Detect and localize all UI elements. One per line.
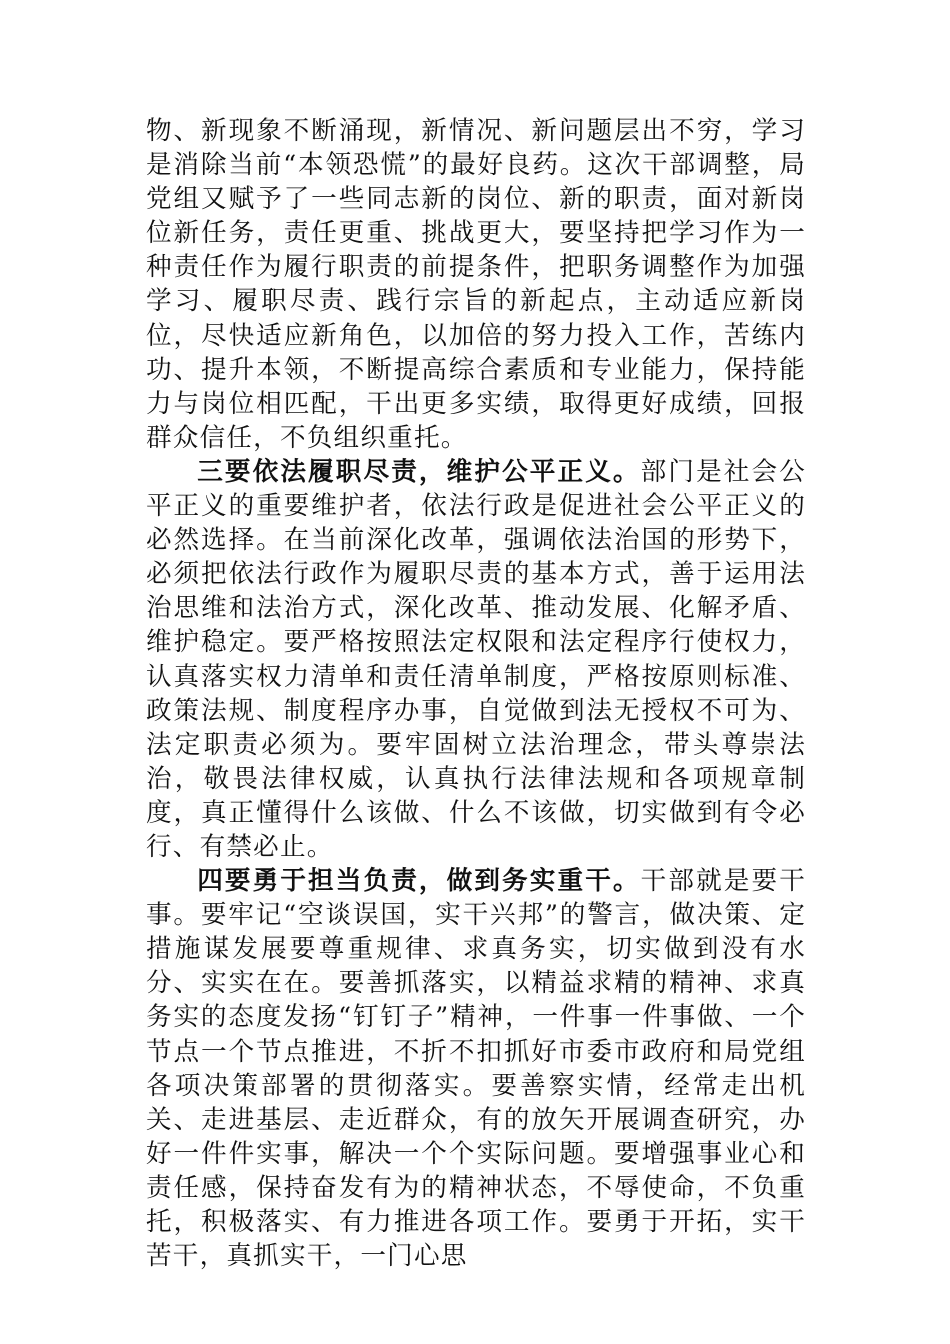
paragraph-1 bbox=[146, 114, 806, 455]
document-page bbox=[146, 114, 806, 1273]
paragraph-2 bbox=[146, 455, 806, 864]
paragraph-2-text: 部门是社会公平正义的重要维护者，依法行政是促进社会公平正义的必然选择。在当前深化改革，强调依法治国的形势下，必须把依法行政作为履职尽责的基本方式，善于运用法治思维和法治方式，深化改革、推动发展、化解矛盾、维护稳定。要严格按照法定权限和法定程序行使权力，认真落实权力清单和责任清单制度，严格按原则标准、政策法规、制度程序办事，自觉做到法无授权不可为、法定职责必须为。要牢固树立法治理念，带头尊崇法治，敬畏法律权威，认真执行法律法规和各项规章制度，真正懂得什么该做、什么不该做，切实做到有令必行、有禁必止。 bbox=[146, 456, 807, 862]
paragraph-1-text: 物、新现象不断涌现，新情况、新问题层出不穷，学习是消除当前“本领恐慌”的最好良药。这次干部调整，局党组又赋予了一些同志新的岗位、新的职责，面对新岗位新任务，责任更重、挑战更大，要坚持把学习作为一种责任作为履行职责的前提条件，把职务调整作为加强学习、履职尽责、践行宗旨的新起点，主动适应新岗位，尽快适应新角色，以加倍的努力投入工作，苦练内功、提升本领，不断提高综合素质和专业能力，保持能力与岗位相匹配，干出更多实绩，取得更好成绩，回报群众信任，不负组织重托。 bbox=[146, 116, 806, 453]
paragraph-3-lead: 四要勇于担当负责，做到务实重干。 bbox=[197, 866, 641, 897]
paragraph-3-text: 干部就是要干事。要牢记“空谈误国，实干兴邦”的警言，做决策、定措施谋发展要尊重规律、求真务实，切实做到没有水分、实实在在。要善抓落实，以精益求精的精神、求真务实的态度发扬“钉钉子”精神，一件事一件事做、一个节点一个节点推进，不折不扣抓好市委市政府和局党组各项决策部署的贯彻落实。要善察实情，经常走出机关、走进基层、走近群众，有的放矢开展调查研究，办好一件件实事，解决一个个实际问题。要增强事业心和责任感，保持奋发有为的精神状态，不辱使命，不负重托，积极落实、有力推进各项工作。要勇于开拓，实干苦干，真抓实干，一门心思 bbox=[146, 866, 807, 1272]
paragraph-2-lead: 三要依法履职尽责，维护公平正义。 bbox=[197, 456, 641, 487]
paragraph-3 bbox=[146, 864, 806, 1273]
